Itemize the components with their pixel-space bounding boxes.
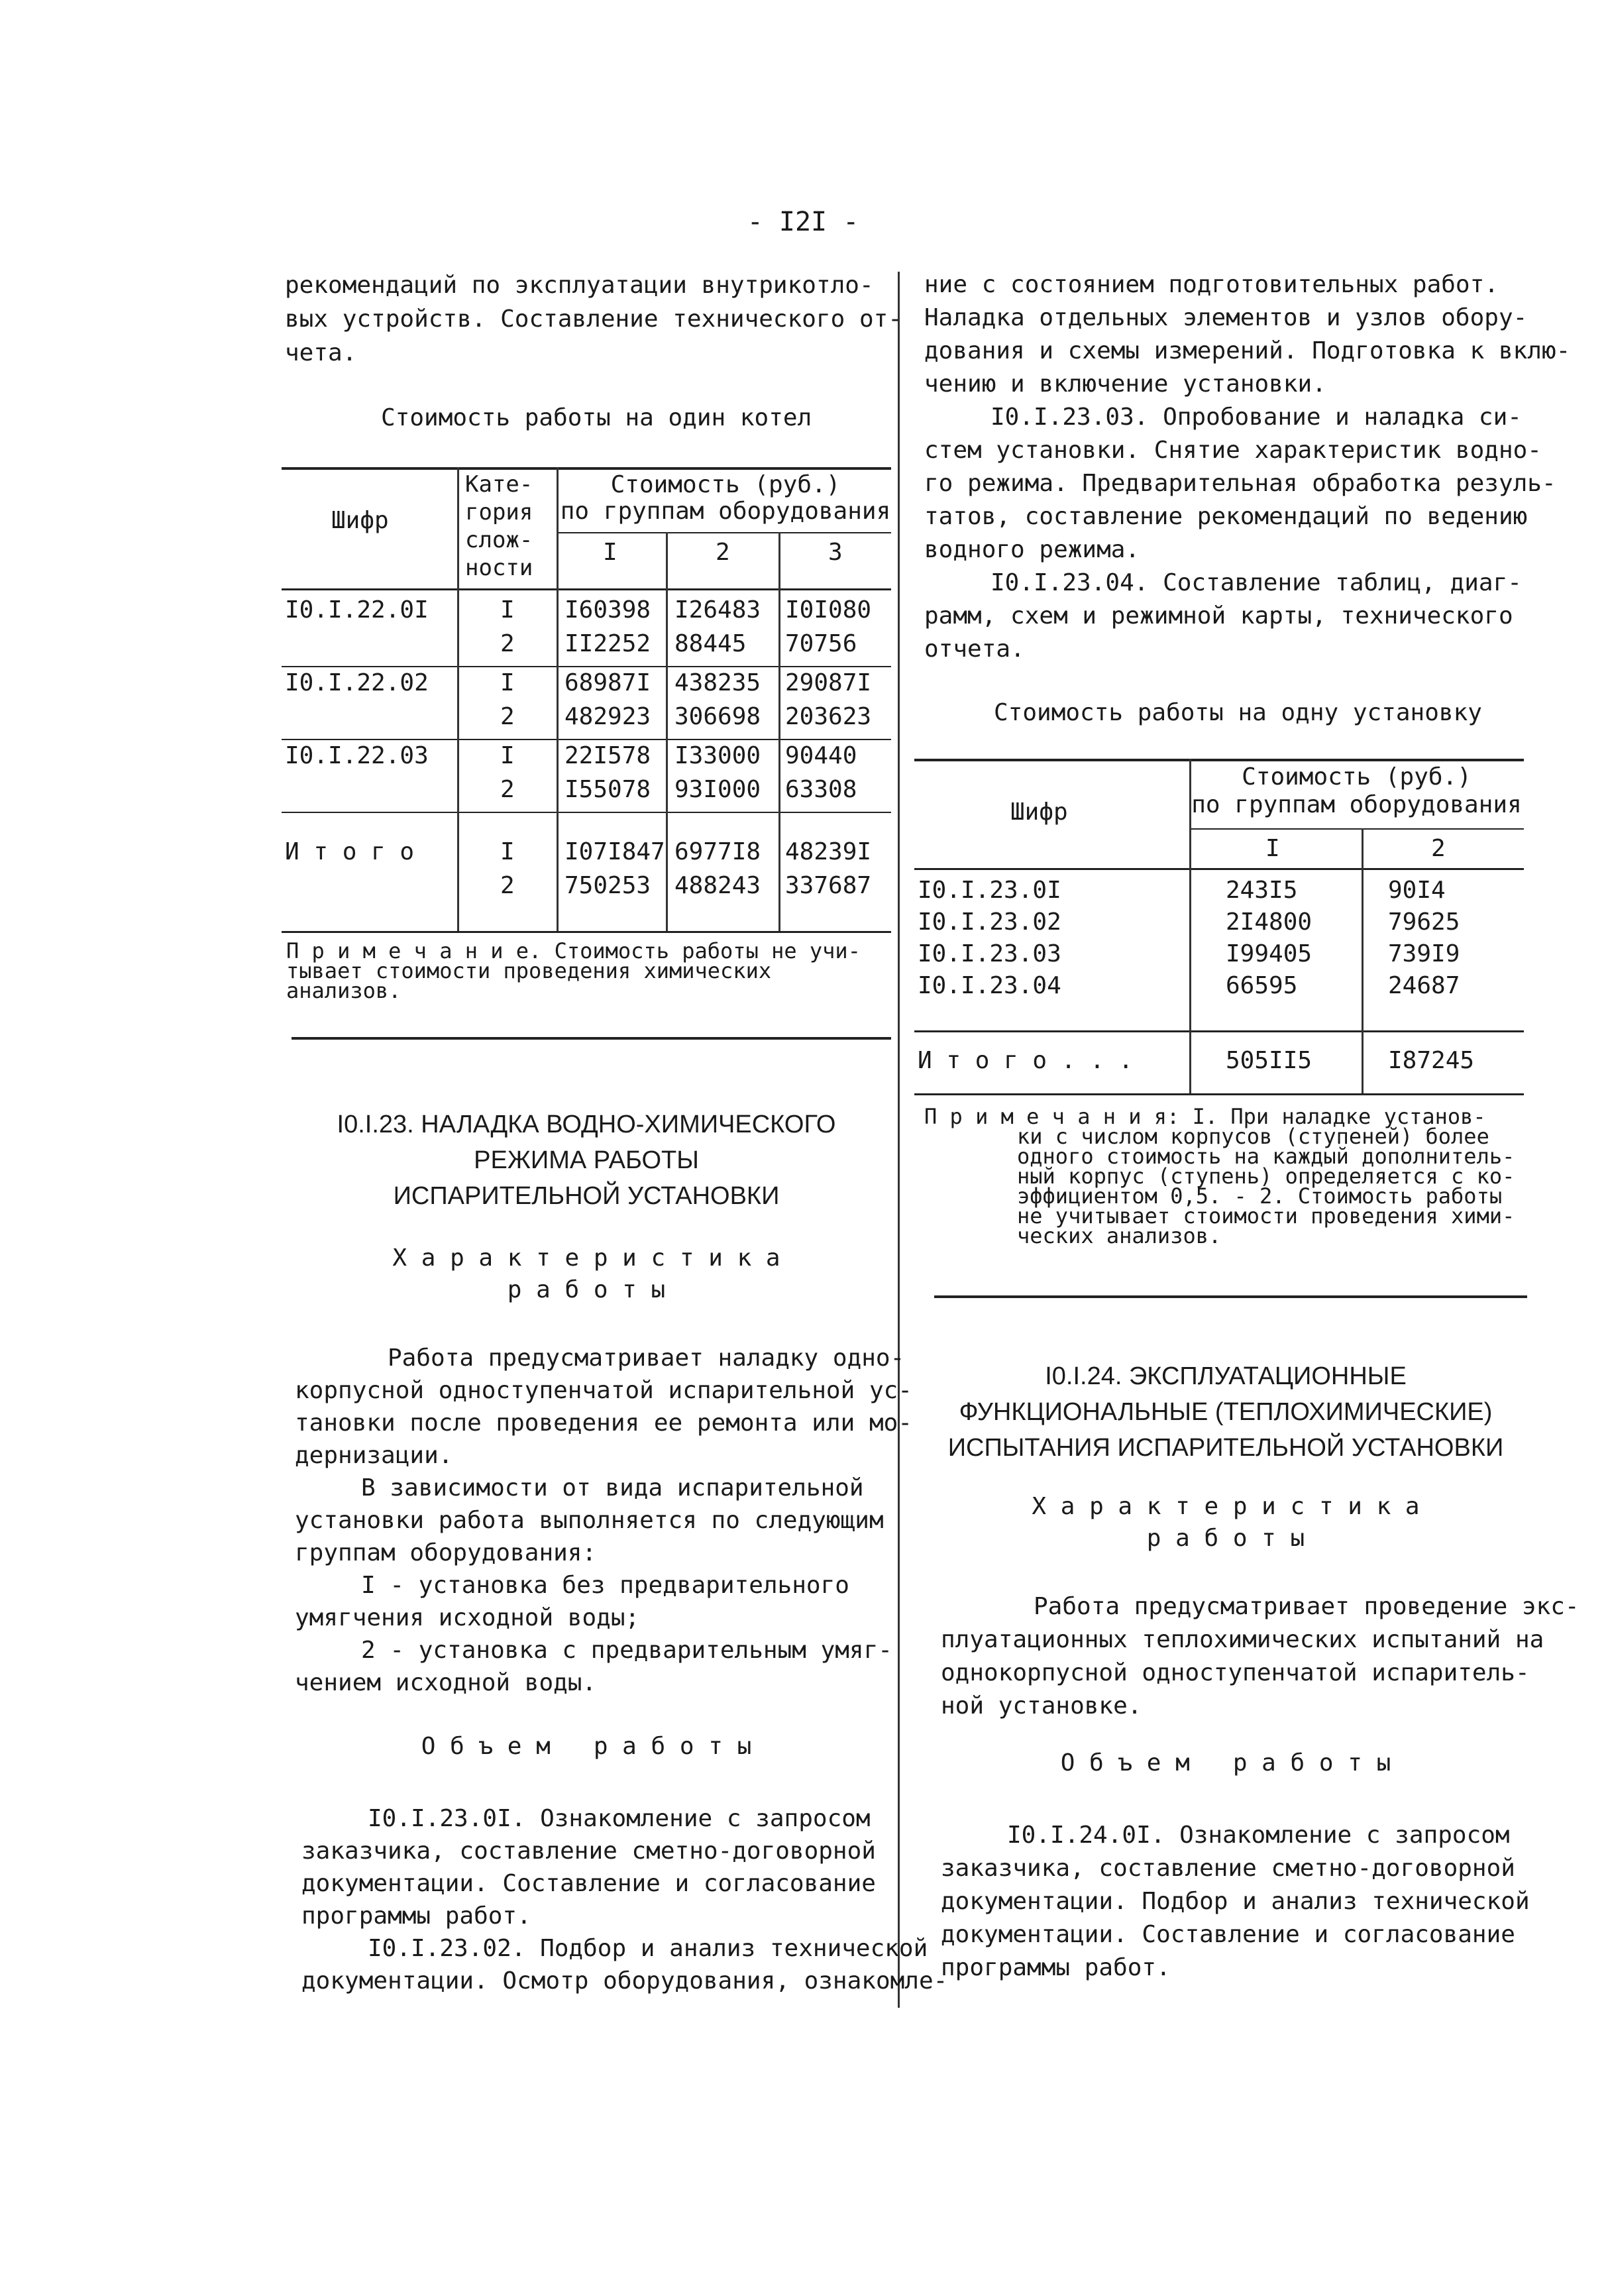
- table-header-group-1: I: [603, 539, 617, 566]
- section-title: [928, 1358, 1524, 1466]
- header-line: Стоимость (руб.): [1242, 763, 1472, 791]
- volume-text: [941, 1819, 1530, 1985]
- cell: 243I5: [1226, 877, 1298, 904]
- volume-text: [301, 1802, 947, 1997]
- note-line: одного стоимость на каждый дополнитель-: [1017, 1144, 1515, 1169]
- cell: 22I578: [564, 742, 651, 769]
- table-codes: [918, 875, 1061, 1002]
- row-group-3: [785, 593, 871, 661]
- total-group-2: I87245: [1388, 1047, 1475, 1074]
- left-table-caption: Стоимость работы на один котел: [381, 404, 812, 431]
- row-group-1: [564, 835, 665, 902]
- cell: 337687: [785, 872, 872, 899]
- text-line: однокорпусной одноступенчатой испаритель-: [941, 1659, 1530, 1686]
- text-line: документации. Составление и согласование: [941, 1921, 1515, 1948]
- row-code: I0.I.22.02: [285, 669, 429, 696]
- text-line: документации. Составление и согласование: [301, 1870, 876, 1897]
- row-group-2: [674, 739, 761, 806]
- table-col-line: [557, 467, 559, 931]
- row-group-3: [785, 739, 857, 806]
- title-line: I0.I.23. НАЛАДКА ВОДНО-ХИМИЧЕСКОГО: [337, 1111, 836, 1138]
- subheader-rule: [1189, 828, 1524, 830]
- row-group-1: [564, 739, 651, 806]
- cell: II2252: [564, 630, 651, 657]
- row-group-3: [785, 666, 871, 734]
- cell: I33000: [674, 742, 761, 769]
- text-line: I0.I.23.04. Составление таблиц, диаг-: [990, 569, 1522, 596]
- row-code: I0.I.23.04: [918, 972, 1061, 999]
- header-line: Стоимость (руб.): [610, 471, 841, 498]
- table-header-rule: [914, 868, 1524, 870]
- text-line: водного режима.: [924, 536, 1140, 563]
- cell: 6977I8: [674, 838, 761, 865]
- cell: I: [500, 838, 515, 865]
- header-line: ности: [465, 555, 533, 581]
- text-line: умягчения исходной воды;: [295, 1604, 640, 1631]
- table-header-code: Шифр: [331, 507, 389, 534]
- row-group-2: [674, 835, 761, 902]
- row-group-2: [674, 666, 761, 734]
- table-note: [286, 938, 861, 1003]
- cell: 203623: [785, 703, 872, 730]
- note-line: П р и м е ч а н и е. Стоимость работы не учи-: [286, 938, 861, 963]
- header-line: по группам оборудования: [1191, 791, 1522, 818]
- header-line: по группам оборудования: [560, 498, 891, 525]
- cell: I: [500, 742, 515, 769]
- right-intro: [924, 268, 1570, 666]
- row-group-3: [785, 835, 871, 902]
- cell: 70756: [785, 630, 857, 657]
- text-line: корпусной одноступенчатой испарительной ус-: [295, 1377, 912, 1404]
- table-header-group-1: I: [1265, 835, 1280, 862]
- header-line: Кате-: [465, 471, 533, 498]
- text-line: программы работ.: [301, 1902, 531, 1930]
- text-line: документации. Подбор и анализ технической: [941, 1888, 1530, 1915]
- note-line: анализов.: [286, 978, 402, 1003]
- section-rule: [292, 1037, 891, 1040]
- total-label: И т о г о: [285, 838, 415, 865]
- text-line: I0.I.23.02. Подбор и анализ технической: [368, 1935, 928, 1962]
- table-col-line: [666, 532, 668, 931]
- heading-line: р а б о т ы: [507, 1276, 666, 1303]
- cell: I: [500, 596, 515, 624]
- table-note: [924, 1104, 1515, 1248]
- table-header-group-2: 2: [1431, 835, 1446, 862]
- cell: 2: [500, 630, 515, 657]
- total-label: И т о г о . . .: [918, 1047, 1134, 1074]
- table-header-group-3: 3: [828, 539, 843, 566]
- section-title: [285, 1107, 888, 1214]
- note-line: тывает стоимости проведения химических: [286, 958, 772, 983]
- row-category: [500, 739, 515, 806]
- table-top-rule: [282, 467, 891, 470]
- characteristic-heading: [285, 1242, 888, 1306]
- subheader-rule: [557, 532, 891, 533]
- cell: 488243: [674, 872, 761, 899]
- cell: 48239I: [785, 838, 872, 865]
- text-line: заказчика, составление сметно-договорной: [301, 1837, 876, 1865]
- cell: 63308: [785, 776, 857, 803]
- text-line: ние с состоянием подготовительных работ.: [924, 271, 1499, 298]
- cell: 306698: [674, 703, 761, 730]
- text-line: стем установки. Снятие характеристик водно-: [924, 437, 1542, 464]
- cell: I99405: [1226, 940, 1312, 967]
- cell: 66595: [1226, 972, 1298, 999]
- cell: 68987I: [564, 669, 651, 696]
- text-line: Наладка отдельных элементов и узлов обору-: [924, 304, 1528, 331]
- text-line: группам оборудования:: [295, 1539, 597, 1566]
- table-row: [285, 739, 429, 773]
- text-line: дования и схемы измерений. Подготовка к вклю-: [924, 337, 1571, 364]
- text-line: чению и включение установки.: [924, 370, 1326, 398]
- text-line: программы работ.: [941, 1954, 1171, 1981]
- note-line: эффициентом 0,5. - 2. Стоимость работы: [1017, 1183, 1503, 1209]
- row-code: I0.I.23.03: [918, 940, 1061, 967]
- table-header-rule: [282, 588, 891, 590]
- cell: 79625: [1388, 908, 1460, 936]
- cell: 93I000: [674, 776, 761, 803]
- cell: 2: [500, 776, 515, 803]
- row-code: I0.I.23.0I: [918, 877, 1061, 904]
- table-bottom-rule: [914, 1093, 1524, 1095]
- row-code: I0.I.22.03: [285, 742, 429, 769]
- table-top-rule: [914, 759, 1524, 761]
- cell: 90440: [785, 742, 857, 769]
- cell: 438235: [674, 669, 761, 696]
- table-row: [285, 593, 429, 627]
- text-line: рекомендаций по эксплуатации внутрикотло-: [285, 272, 874, 299]
- title-line: I0.I.24. ЭКСПЛУАТАЦИОННЫЕ: [1045, 1362, 1407, 1390]
- text-line: I - установка без предварительного: [361, 1572, 849, 1599]
- note-line: ки с числом корпусов (ступеней) более: [1017, 1124, 1489, 1149]
- row-group-1: [564, 593, 651, 661]
- text-line: В зависимости от вида испарительной: [361, 1474, 864, 1502]
- text-line: Работа предусматривает проведение экс-: [1034, 1593, 1579, 1620]
- total-group-1: 505II5: [1226, 1047, 1312, 1074]
- cell: I07I847: [564, 838, 665, 865]
- text-line: ной установке.: [941, 1692, 1142, 1720]
- table-group-1-values: [1226, 875, 1312, 1002]
- row-category: [500, 666, 515, 734]
- heading-line: Х а р а к т е р и с т и к а: [1032, 1493, 1420, 1520]
- characteristic-text: [941, 1590, 1579, 1723]
- cell: I55078: [564, 776, 651, 803]
- text-line: плуатационных теплохимических испытаний на: [941, 1626, 1544, 1653]
- row-category: [500, 835, 515, 902]
- text-line: го режима. Предварительная обработка резуль-: [924, 470, 1556, 497]
- table-col-line: [778, 532, 780, 931]
- text-line: документации. Осмотр оборудования, ознакомле-: [301, 1967, 948, 1995]
- text-line: отчета.: [924, 635, 1025, 663]
- header-line: гория: [465, 499, 533, 525]
- cell: I26483: [674, 596, 761, 624]
- table-total-rule: [914, 1030, 1524, 1032]
- volume-heading: О б ъ е м р а б о т ы: [421, 1733, 752, 1760]
- row-code: I0.I.22.0I: [285, 596, 429, 624]
- table-total-row: [285, 835, 414, 869]
- characteristic-text: [295, 1342, 912, 1699]
- table-group-2-values: [1388, 875, 1460, 1002]
- row-category: [500, 593, 515, 661]
- text-line: татов, составление рекомендаций по ведению: [924, 503, 1528, 530]
- text-line: Работа предусматривает наладку одно-: [388, 1344, 905, 1372]
- cell: I0I080: [785, 596, 872, 624]
- note-line: ческих анализов.: [1017, 1223, 1222, 1248]
- heading-line: р а б о т ы: [1146, 1525, 1305, 1552]
- group-rule: [282, 812, 891, 813]
- row-code: I0.I.23.02: [918, 908, 1061, 936]
- column-divider: [898, 272, 900, 2008]
- note-line: не учитывает стоимости проведения хими-: [1017, 1203, 1515, 1229]
- table-col-line: [1362, 828, 1364, 1093]
- text-line: рамм, схем и режимной карты, технического: [924, 602, 1513, 629]
- table-bottom-rule: [282, 931, 891, 933]
- volume-heading: О б ъ е м р а б о т ы: [1060, 1749, 1391, 1777]
- cell: 90I4: [1388, 877, 1446, 904]
- cell: I60398: [564, 596, 651, 624]
- cell: 739I9: [1388, 940, 1460, 967]
- cell: 29087I: [785, 669, 872, 696]
- text-line: заказчика, составление сметно-договорной: [941, 1855, 1515, 1882]
- title-line: ИСПЫТАНИЯ ИСПАРИТЕЛЬНОЙ УСТАНОВКИ: [947, 1434, 1504, 1462]
- table-row: [285, 666, 429, 700]
- header-line: слож-: [465, 527, 533, 553]
- right-table-caption: Стоимость работы на одну установку: [994, 699, 1482, 726]
- cell: 24687: [1388, 972, 1460, 999]
- row-group-1: [564, 666, 651, 734]
- note-line: ный корпус (ступень) определяется с ко-: [1017, 1164, 1515, 1189]
- table-header-category: [465, 470, 533, 582]
- text-line: 2 - установка с предварительным умяг-: [361, 1637, 892, 1664]
- text-line: дернизации.: [295, 1442, 453, 1469]
- text-line: чением исходной воды.: [295, 1669, 597, 1696]
- cell: 750253: [564, 872, 651, 899]
- section-rule: [934, 1295, 1527, 1298]
- text-line: I0.I.23.0I. Ознакомление с запросом: [368, 1805, 871, 1832]
- characteristic-heading: [928, 1491, 1524, 1555]
- cell: 2I4800: [1226, 908, 1312, 936]
- table-header-code: Шифр: [1010, 798, 1068, 826]
- table-col-line: [457, 467, 459, 931]
- title-line: ФУНКЦИОНАЛЬНЫЕ (ТЕПЛОХИМИЧЕСКИЕ): [959, 1398, 1493, 1426]
- text-line: I0.I.24.0I. Ознакомление с запросом: [1007, 1822, 1510, 1849]
- title-line: ИСПАРИТЕЛЬНОЙ УСТАНОВКИ: [393, 1182, 780, 1210]
- text-line: I0.I.23.03. Опробование и наладка си-: [990, 404, 1522, 431]
- heading-line: Х а р а к т е р и с т и к а: [392, 1244, 780, 1272]
- title-line: РЕЖИМА РАБОТЫ: [474, 1146, 699, 1174]
- text-line: чета.: [285, 339, 357, 366]
- cell: I: [500, 669, 515, 696]
- table-header-group-2: 2: [716, 539, 730, 566]
- row-group-2: [674, 593, 761, 661]
- cell: 482923: [564, 703, 651, 730]
- text-line: вых устройств. Составление технического от-: [285, 305, 902, 333]
- page-number: - I2I -: [747, 207, 859, 237]
- table-header-cost: [1189, 763, 1524, 819]
- text-line: установки работа выполняется по следующим: [295, 1507, 884, 1534]
- text-line: тановки после проведения ее ремонта или мо-: [295, 1409, 912, 1437]
- cell: 88445: [674, 630, 747, 657]
- left-intro: [285, 268, 902, 370]
- cell: 2: [500, 703, 515, 730]
- note-line: П р и м е ч а н и я: I. При наладке установ-: [924, 1104, 1486, 1129]
- table-header-cost: [560, 472, 891, 525]
- cell: 2: [500, 872, 515, 899]
